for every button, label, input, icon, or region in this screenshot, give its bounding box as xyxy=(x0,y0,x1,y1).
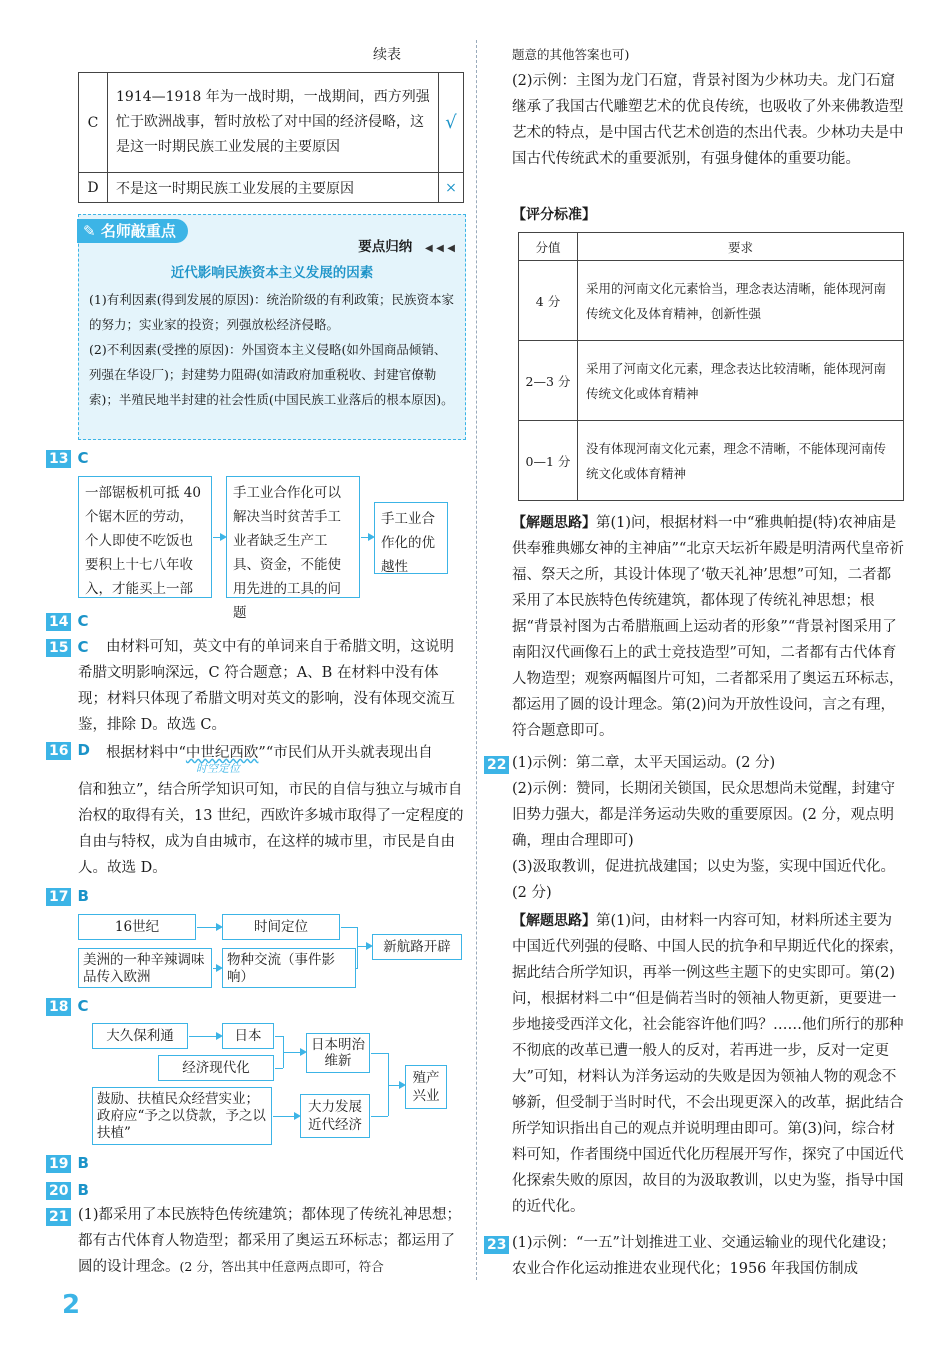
triangle-arrows-icon: ◀ ◀ ◀ xyxy=(424,243,455,254)
option-text: 1914—1918 年为一战时期，一战期间，西方列强忙于欧洲战事，暂时放松了对中国的经济侵略，这是这一时期民族工业发展的主要原因 xyxy=(108,73,439,173)
flow-arrow xyxy=(189,1036,221,1037)
flow-arrow xyxy=(357,946,371,947)
question-22 xyxy=(484,754,515,774)
key-points-title: 近代影响民族资本主义发展的因素 xyxy=(170,265,374,281)
question-15-explanation: 由材料可知，英文中有的单词来自于希腊文明，这说明希腊文明影响深远，C 符合题意；A、B 在材料中没有体现；材料只体现了希腊文明对英文的影响，没有体现交流互鉴，排除 D。故选 C。 xyxy=(78,639,455,733)
question-16 xyxy=(46,740,98,760)
grading-table xyxy=(518,232,904,501)
answer: C xyxy=(77,638,89,656)
flow-arrow xyxy=(388,1085,404,1086)
flow-arrow xyxy=(361,537,373,538)
answer: D xyxy=(77,741,90,759)
q21-part2: (2)示例：主图为龙门石窟，背景衬图为少林功夫。龙门石窟继承了我国古代雕塑艺术的优良传统，也吸收了外来佛教造型艺术的特点，是中国古代艺术创造的杰出代表。少林功夫是中国古代传统武术的重要派别，有强身健体的重要功能。 xyxy=(512,73,904,167)
flow-box: 新航路开辟 xyxy=(372,934,462,960)
answer: B xyxy=(77,1181,89,1199)
question-17 xyxy=(46,886,97,906)
pen-icon: ✎ xyxy=(83,222,96,240)
question-number: 22 xyxy=(484,756,509,774)
grading-requirement: 采用的河南文化元素恰当，理念表达清晰，能体现河南传统文化及体育精神，创新性强 xyxy=(578,261,904,341)
question-number: 19 xyxy=(46,1155,71,1173)
column-divider xyxy=(476,40,477,1280)
grading-requirement: 采用了河南文化元素，理念表达比较清晰，能体现河南传统文化或体育精神 xyxy=(578,341,904,421)
option-text: 不是这一时期民族工业发展的主要原因 xyxy=(108,173,439,203)
option-table xyxy=(78,72,464,203)
flow-box: 经济现代化 xyxy=(158,1055,274,1081)
flow-box: 大力发展近代经济 xyxy=(300,1094,370,1138)
grading-score: 0—1 分 xyxy=(519,421,578,501)
question-14 xyxy=(46,611,97,631)
answer: C xyxy=(77,997,89,1015)
highlight-keyword: 中世纪西欧 xyxy=(185,745,259,761)
flow-connector xyxy=(356,968,358,969)
grading-score: 4 分 xyxy=(519,261,578,341)
grading-requirement: 没有体现河南文化元素，理念不清晰，不能体现河南传统文化或体育精神 xyxy=(578,421,904,501)
flow-connector xyxy=(275,1036,283,1037)
flow-connector xyxy=(371,1116,388,1117)
q23-part1: (1)示例：“一五”计划推进工业、交通运输业的现代化建设；农业合作化运动推进农业现代化；1956 年我国仿制成 xyxy=(512,1235,896,1277)
answer: B xyxy=(77,1154,89,1172)
cross-mark: × xyxy=(439,173,464,203)
question-13 xyxy=(46,448,97,468)
teacher-key-points-panel xyxy=(78,214,466,440)
flow-box: 美洲的一种辛辣调味品传入欧洲 xyxy=(78,948,212,988)
question-23 xyxy=(484,1234,515,1254)
question-number: 20 xyxy=(46,1182,71,1200)
flow-arrow xyxy=(213,537,225,538)
key-points-badge: ✎ 名师敲重点 xyxy=(77,219,188,243)
question-number: 14 xyxy=(46,613,71,631)
key-points-subtitle: 要点归纳 ◀ ◀ ◀ xyxy=(358,239,455,255)
question-16-first-line: 根据材料中“中世纪西欧”“市民们从开头就表现出自 xyxy=(106,745,433,761)
continued-label: 续表 xyxy=(373,47,401,63)
flow-box: 日本 xyxy=(222,1023,274,1049)
option-key: C xyxy=(79,73,108,173)
flow-box: 殖产兴业 xyxy=(405,1065,447,1109)
flow-box: 鼓励、扶植民众经营实业；政府应“予之以贷款，予之以扶植” xyxy=(92,1087,272,1145)
q22-part1: (1)示例：第二章，太平天国运动。(2 分) xyxy=(512,755,776,771)
option-key: D xyxy=(79,173,108,203)
answer: B xyxy=(77,887,89,905)
q22-part2: (2)示例：赞同，长期闭关锁国，民众思想尚未觉醒，封建守旧势力强大，都是洋务运动失败的重要原因。(2 分，观点明确，理由合理即可) xyxy=(512,781,896,849)
question-19 xyxy=(46,1153,97,1173)
question-number: 21 xyxy=(46,1208,71,1226)
flow-connector xyxy=(275,1068,283,1069)
question-number: 17 xyxy=(46,888,71,906)
grading-score: 2—3 分 xyxy=(519,341,578,421)
q21-analysis: 【解题思路】第(1)问，根据材料一中“雅典帕提(特)农神庙是供奉雅典娜女神的主神庙”“北京天坛祈年殿是明清两代皇帝祈福、祭天之所，其设计体现了‘敬天礼神’思想”可知，二者都采用了本民族特色传统建筑，都体现了传统礼神思想；根据“背景衬图为古希腊瓶画上运动者的形象”“背景衬图采用了南阳汉代画像石上的武士竞技造型”可知，二者都有古代体育人物造型；观察两幅图片可知，二者都采用了奥运五环标志，都运用了圆的设计理念。第(2)问为开放性设问，言之有理，符合题意即可。 xyxy=(512,515,904,739)
question-number: 16 xyxy=(46,742,71,760)
question-number: 13 xyxy=(46,450,71,468)
handwritten-note: 时空定位 xyxy=(196,762,240,775)
flow-arrow xyxy=(197,927,221,928)
question-16-explanation: 信和独立”，结合所学知识可知，市民的自信与独立与城市自治权的取得有关，13 世纪，西欧许多城市取得了一定程度的自由与特权，成为自由城市，在这样的城市里，市民是自由人。故选 D。 xyxy=(78,782,464,876)
flow-connector xyxy=(341,927,357,928)
answer: C xyxy=(77,449,89,467)
grading-label: 【评分标准】 xyxy=(512,207,596,223)
key-points-unfavorable: (2)不利因素(受挫的原因)：外国资本主义侵略(如外国商品倾销、列强在华设厂)；封建势力阻碍(如清政府加重税收、封建官僚勒索)；半殖民地半封建的社会性质(中国民族工业落后的根本原因)。 xyxy=(89,342,454,407)
flow-arrow xyxy=(283,1052,305,1053)
key-points-favorable: (1)有利因素(得到发展的原因)：统治阶级的有利政策；民族资本家的努力；实业家的投资；列强放松经济侵略。 xyxy=(89,292,454,332)
flow-box: 物种交流（事件影响） xyxy=(222,948,356,988)
question-18 xyxy=(46,996,97,1016)
question-20 xyxy=(46,1180,97,1200)
flow-box: 时间定位 xyxy=(222,914,340,940)
flow-box: 大久保利通 xyxy=(92,1023,188,1049)
question-number: 23 xyxy=(484,1236,509,1254)
flow-connector xyxy=(357,927,358,968)
answer: C xyxy=(77,612,89,630)
grading-header-requirement: 要求 xyxy=(578,233,904,261)
flow-box: 16世纪 xyxy=(78,914,196,940)
flow-arrow xyxy=(213,968,221,969)
question-21 xyxy=(46,1206,77,1226)
question-number: 18 xyxy=(46,998,71,1016)
check-mark: √ xyxy=(439,73,464,173)
flow-connector xyxy=(371,1053,388,1054)
q21-continuation: 题意的其他答案也可) xyxy=(512,47,630,62)
flow-box-2: 手工业合作化可以解决当时贫苦手工业者缺乏生产工具、资金，不能使用先进的工具的问题 xyxy=(226,476,360,598)
q22-analysis: 【解题思路】第(1)问，由材料一内容可知，材料所述主要为中国近代列强的侵略、中国人民的抗争和早期近代化的探索，据此结合所学知识，再举一例这些主题下的史实即可。第(2)问，根据材料二中“但是倘若当时的领袖人物更新，更要进一步地接受西洋文化，社会能容许他们吗？……他们所行的那种不彻底的改革已遭一般人的反对，若再进一步，反对一定更大”可知，材料认为洋务运动的失败是因为领袖人物的观念不够新，但受制于当时时代，不会出现更深入的改革，据此结合所学知识指出自己的观点并说明理由即可。第(3)问，综合材料可知，作者围绕中国近代化历程展开写作，探究了中国近代化探索失败的原因，故目的为汲取教训，以史为鉴，指导中国的近代化。 xyxy=(512,913,904,1215)
flow-box-1: 一部锯板机可抵 40 个锯木匠的劳动，个人即使不吃饭也要积上十七八年收入，才能买上一部 xyxy=(78,476,212,598)
page-number: 2 xyxy=(62,1290,81,1320)
flow-arrow xyxy=(273,1116,299,1117)
flow-box-3: 手工业合作化的优越性 xyxy=(374,502,448,574)
question-number: 15 xyxy=(46,639,71,657)
grading-header-score: 分值 xyxy=(519,233,578,261)
question-21-answer: (1)都采用了本民族特色传统建筑；都体现了传统礼神思想；都有古代体育人物造型；都采用了奥运五环标志；都运用了圆的设计理念。(2 分，答出其中任意两点即可，符合 xyxy=(78,1207,462,1275)
flow-box: 日本明治维新 xyxy=(306,1033,370,1073)
q22-part3: (3)汲取教训，促进抗战建国；以史为鉴，实现中国近代化。(2 分) xyxy=(512,859,896,901)
